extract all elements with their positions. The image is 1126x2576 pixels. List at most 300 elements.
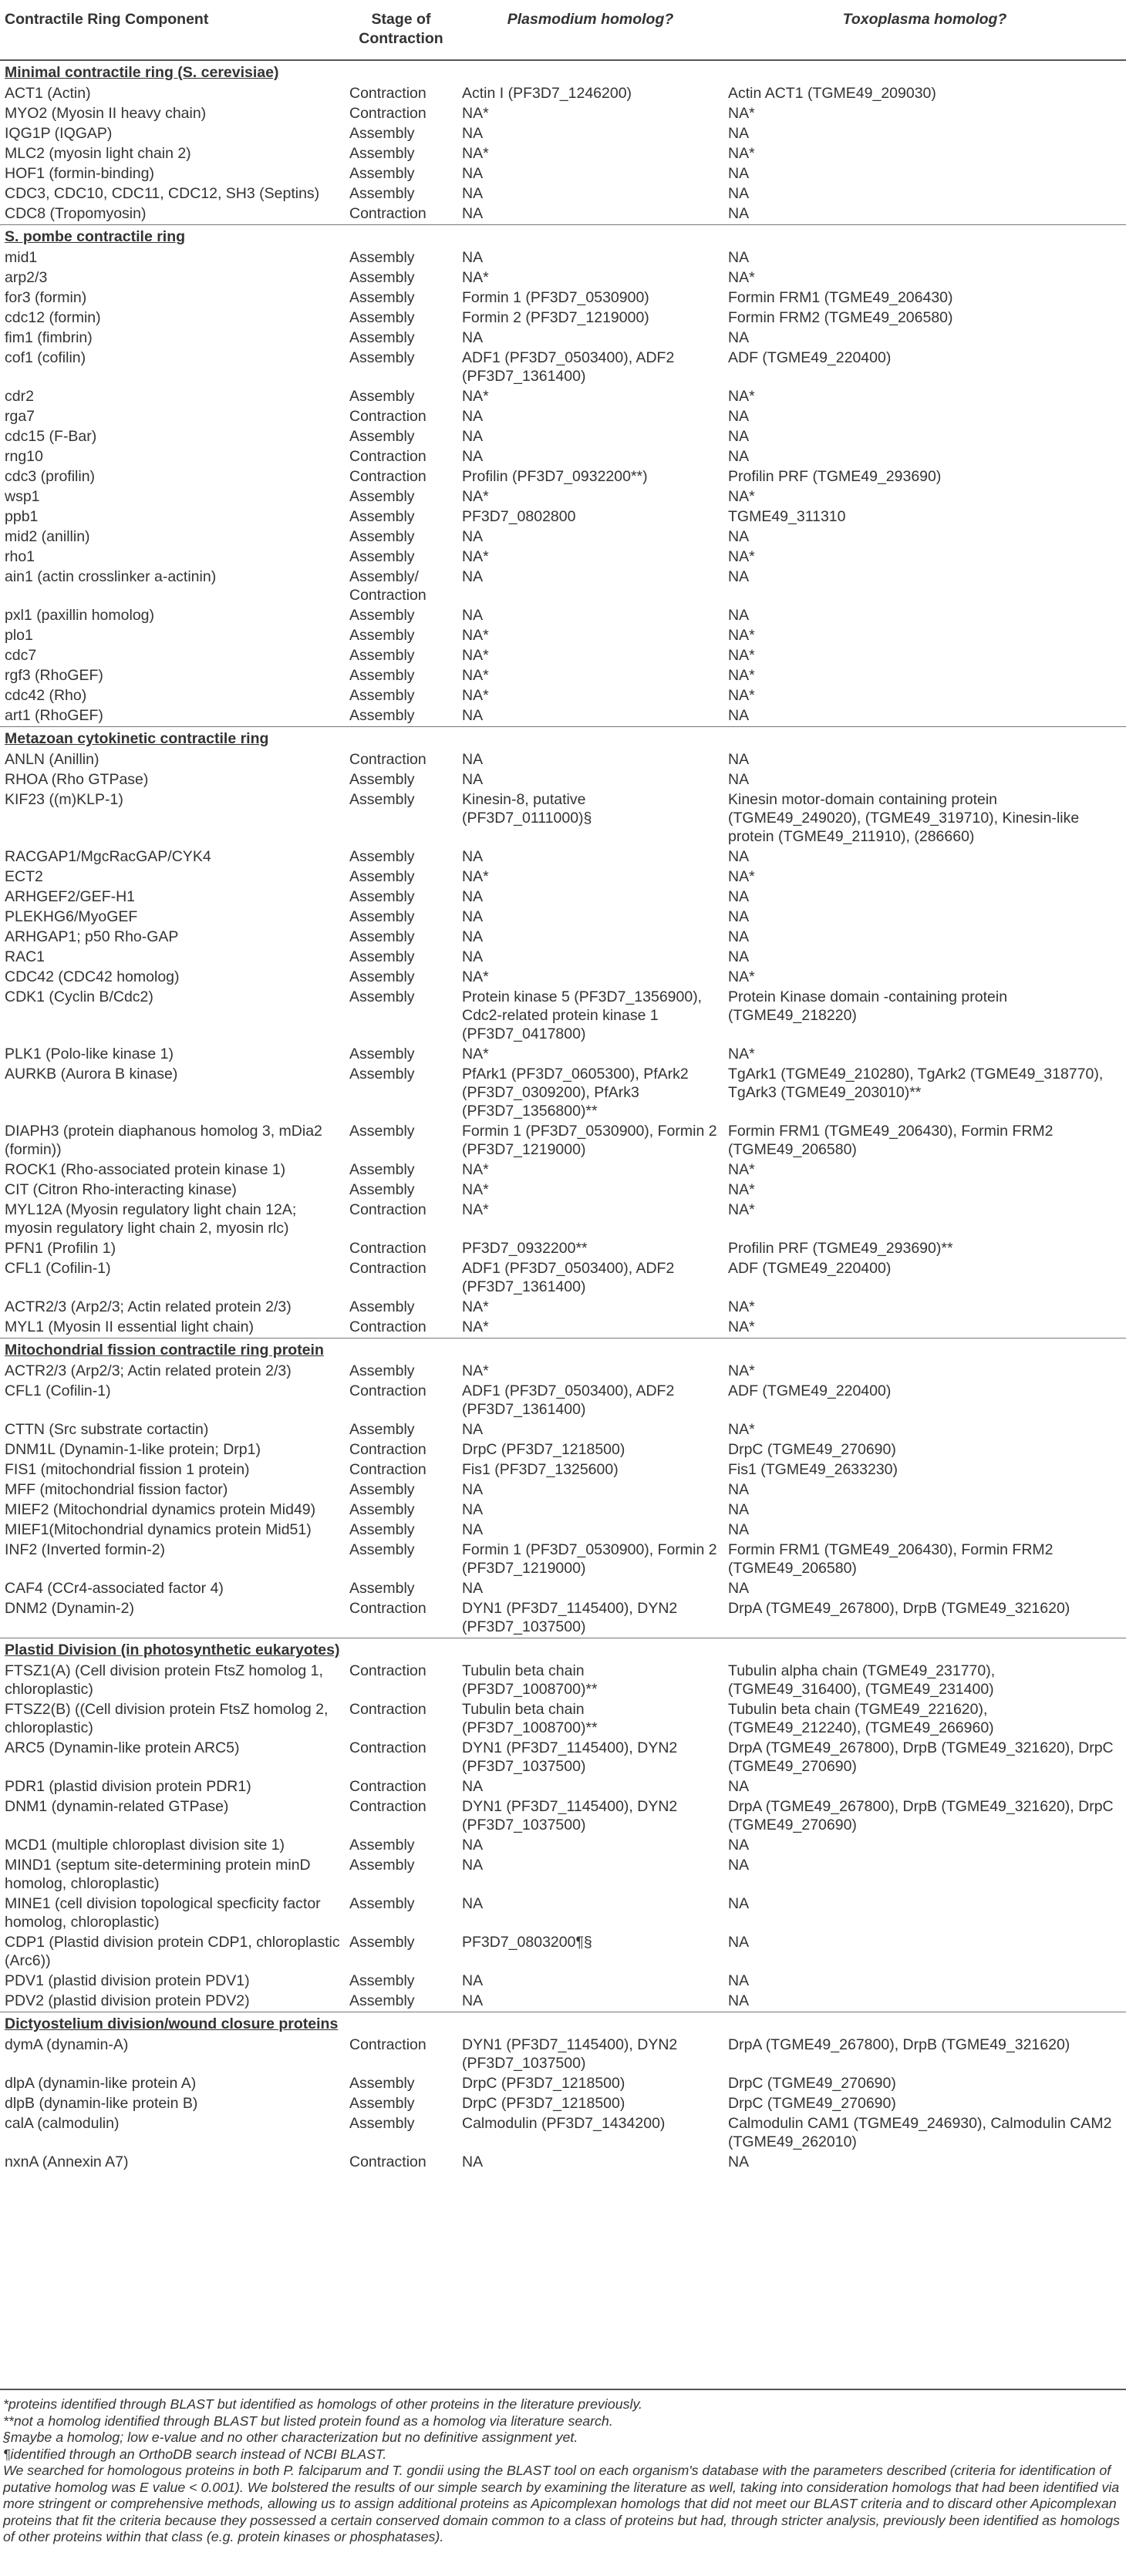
table-row bbox=[0, 790, 1126, 847]
cell-stage: Assembly bbox=[349, 1857, 415, 1874]
table-row bbox=[0, 847, 1126, 867]
table-row bbox=[0, 770, 1126, 790]
cell-stage: Assembly bbox=[349, 868, 415, 885]
cell-plasmodium-homolog: NA* bbox=[462, 868, 489, 885]
cell-plasmodium-homolog: NA bbox=[462, 771, 484, 788]
cell-stage: Assembly bbox=[349, 1521, 415, 1538]
cell-plasmodium-homolog: Tubulin beta chain (PF3D7_1008700)** bbox=[462, 1662, 598, 1698]
cell-component: rgf3 (RhoGEF) bbox=[5, 667, 103, 684]
cell-plasmodium-homolog: NA bbox=[462, 249, 484, 266]
cell-toxoplasma-homolog: NA* bbox=[728, 868, 755, 885]
cell-plasmodium-homolog: NA* bbox=[462, 687, 489, 704]
table-row bbox=[0, 1520, 1126, 1541]
cell-toxoplasma-homolog: NA* bbox=[728, 667, 755, 684]
cell-stage: Assembly bbox=[349, 508, 415, 525]
cell-component: MFF (mitochondrial fission factor) bbox=[5, 1481, 228, 1498]
cell-toxoplasma-homolog: Fis1 (TGME49_2633230) bbox=[728, 1461, 898, 1478]
cell-component: dymA (dynamin-A) bbox=[5, 2036, 129, 2053]
cell-component: ARC5 (Dynamin-like protein ARC5) bbox=[5, 1739, 240, 1756]
cell-toxoplasma-homolog: Kinesin motor-domain containing protein (TGME49_249020), (TGME49_319710), Kinesin-like protein (TGME49_211910), (286660) bbox=[728, 791, 1080, 845]
cell-component: cdc7 bbox=[5, 647, 37, 664]
cell-component: ARHGAP1; p50 Rho-GAP bbox=[5, 928, 179, 945]
cell-plasmodium-homolog: NA* bbox=[462, 1046, 489, 1062]
table-row bbox=[0, 1662, 1126, 1700]
cell-toxoplasma-homolog: NA bbox=[728, 1895, 750, 1912]
cell-toxoplasma-homolog: NA* bbox=[728, 388, 755, 405]
cell-component: rng10 bbox=[5, 448, 43, 465]
cell-component: CDK1 (Cyclin B/Cdc2) bbox=[5, 988, 153, 1005]
cell-stage: Assembly bbox=[349, 687, 415, 704]
cell-stage: Assembly bbox=[349, 289, 415, 306]
cell-stage: Assembly bbox=[349, 309, 415, 326]
cell-toxoplasma-homolog: NA bbox=[728, 568, 750, 585]
cell-toxoplasma-homolog: Tubulin alpha chain (TGME49_231770), (TGME49_316400), (TGME49_231400) bbox=[728, 1662, 996, 1698]
cell-component: rho1 bbox=[5, 548, 35, 565]
cell-toxoplasma-homolog: DrpA (TGME49_267800), DrpB (TGME49_321620) bbox=[728, 2036, 1070, 2053]
cell-plasmodium-homolog: ADF1 (PF3D7_0503400), ADF2 (PF3D7_1361400) bbox=[462, 1382, 675, 1418]
table-row bbox=[0, 1298, 1126, 1318]
cell-plasmodium-homolog: NA bbox=[462, 948, 484, 965]
cell-stage: Contraction bbox=[349, 105, 426, 122]
table-row bbox=[0, 104, 1126, 124]
section-header-row bbox=[0, 225, 1126, 249]
cell-toxoplasma-homolog: ADF (TGME49_220400) bbox=[728, 349, 892, 366]
table-row bbox=[0, 1500, 1126, 1520]
table-body bbox=[0, 60, 1126, 2173]
cell-toxoplasma-homolog: NA bbox=[728, 1481, 750, 1498]
cell-plasmodium-homolog: Protein kinase 5 (PF3D7_1356900), Cdc2-related protein kinase 1 (PF3D7_0417800) bbox=[462, 988, 703, 1042]
cell-stage: Contraction bbox=[349, 1600, 426, 1617]
cell-plasmodium-homolog: Formin 1 (PF3D7_0530900) bbox=[462, 289, 649, 306]
table-row bbox=[0, 268, 1126, 288]
cell-component: KIF23 ((m)KLP-1) bbox=[5, 791, 123, 808]
table-row bbox=[0, 626, 1126, 646]
section-title: Dictyostelium division/wound closure proteins bbox=[0, 2012, 457, 2036]
cell-plasmodium-homolog: NA* bbox=[462, 388, 489, 405]
cell-toxoplasma-homolog: NA* bbox=[728, 488, 755, 505]
cell-plasmodium-homolog: NA* bbox=[462, 1161, 489, 1178]
cell-toxoplasma-homolog: Formin FRM1 (TGME49_206430), Formin FRM2 (TGME49_206580) bbox=[728, 1123, 1054, 1158]
cell-toxoplasma-homolog: NA* bbox=[728, 1201, 755, 1218]
cell-stage: Contraction bbox=[349, 468, 426, 485]
table-row bbox=[0, 427, 1126, 447]
cell-toxoplasma-homolog: Formin FRM1 (TGME49_206430), Formin FRM2 (TGME49_206580) bbox=[728, 1541, 1054, 1577]
cell-toxoplasma-homolog: DrpA (TGME49_267800), DrpB (TGME49_321620), DrpC (TGME49_270690) bbox=[728, 1798, 1114, 1834]
cell-plasmodium-homolog: PF3D7_0932200** bbox=[462, 1240, 588, 1257]
cell-toxoplasma-homolog: TgArk1 (TGME49_210280), TgArk2 (TGME49_318770), TgArk3 (TGME49_203010)** bbox=[728, 1066, 1104, 1101]
cell-plasmodium-homolog: NA* bbox=[462, 968, 489, 985]
cell-plasmodium-homolog: NA bbox=[462, 1972, 484, 1989]
cell-component: MIEF2 (Mitochondrial dynamics protein Mid49) bbox=[5, 1501, 316, 1518]
cell-stage: Assembly bbox=[349, 1580, 415, 1597]
cell-plasmodium-homolog: NA bbox=[462, 408, 484, 425]
table-row bbox=[0, 407, 1126, 427]
cell-stage: Assembly bbox=[349, 607, 415, 624]
cell-toxoplasma-homolog: TGME49_311310 bbox=[728, 508, 846, 525]
cell-plasmodium-homolog: NA* bbox=[462, 269, 489, 286]
cell-toxoplasma-homolog: Formin FRM2 (TGME49_206580) bbox=[728, 309, 953, 326]
cell-toxoplasma-homolog: NA* bbox=[728, 1046, 755, 1062]
cell-toxoplasma-homolog: NA* bbox=[728, 627, 755, 644]
cell-toxoplasma-homolog: Actin ACT1 (TGME49_209030) bbox=[728, 85, 936, 102]
cell-plasmodium-homolog: NA* bbox=[462, 647, 489, 664]
cell-toxoplasma-homolog: DrpA (TGME49_267800), DrpB (TGME49_321620), DrpC (TGME49_270690) bbox=[728, 1739, 1114, 1775]
cell-component: HOF1 (formin-binding) bbox=[5, 165, 154, 182]
cell-toxoplasma-homolog: ADF (TGME49_220400) bbox=[728, 1260, 892, 1277]
cell-stage: Assembly bbox=[349, 2115, 415, 2132]
cell-component: art1 (RhoGEF) bbox=[5, 707, 103, 724]
cell-plasmodium-homolog: NA bbox=[462, 1481, 484, 1498]
cell-component: pxl1 (paxillin homolog) bbox=[5, 607, 155, 624]
cell-plasmodium-homolog: NA* bbox=[462, 1201, 489, 1218]
cell-component: cdr2 bbox=[5, 388, 34, 405]
cell-component: DIAPH3 (protein diaphanous homolog 3, mDia2 (formin)) bbox=[5, 1123, 322, 1158]
table-row bbox=[0, 1065, 1126, 1122]
cell-plasmodium-homolog: NA bbox=[462, 928, 484, 945]
cell-stage: Assembly bbox=[349, 269, 415, 286]
cell-component: PFN1 (Profilin 1) bbox=[5, 1240, 116, 1257]
cell-stage: Contraction bbox=[349, 448, 426, 465]
cell-plasmodium-homolog: NA bbox=[462, 908, 484, 925]
cell-toxoplasma-homolog: NA bbox=[728, 165, 750, 182]
table-row bbox=[0, 1180, 1126, 1200]
cell-toxoplasma-homolog: NA bbox=[728, 1934, 750, 1951]
cell-toxoplasma-homolog: NA* bbox=[728, 1181, 755, 1198]
cell-toxoplasma-homolog: NA bbox=[728, 751, 750, 768]
cell-component: wsp1 bbox=[5, 488, 40, 505]
cell-plasmodium-homolog: Actin I (PF3D7_1246200) bbox=[462, 85, 632, 102]
table-row bbox=[0, 606, 1126, 626]
table-row bbox=[0, 349, 1126, 387]
table-row bbox=[0, 867, 1126, 887]
cell-toxoplasma-homolog: NA bbox=[728, 1972, 750, 1989]
cell-toxoplasma-homolog: NA* bbox=[728, 1362, 755, 1379]
cell-component: ACTR2/3 (Arp2/3; Actin related protein 2/3) bbox=[5, 1298, 292, 1315]
cell-plasmodium-homolog: PF3D7_0803200¶§ bbox=[462, 1934, 592, 1951]
section-title: S. pombe contractile ring bbox=[0, 225, 457, 249]
cell-plasmodium-homolog: Kinesin-8, putative (PF3D7_0111000)§ bbox=[462, 791, 592, 827]
cell-component: cof1 (cofilin) bbox=[5, 349, 86, 366]
cell-component: MINE1 (cell division topological specficity factor homolog, chloroplastic) bbox=[5, 1895, 321, 1931]
cell-toxoplasma-homolog: DrpC (TGME49_270690) bbox=[728, 2095, 896, 2112]
cell-toxoplasma-homolog: NA bbox=[728, 249, 750, 266]
cell-plasmodium-homolog: NA bbox=[462, 1895, 484, 1912]
cell-stage: Contraction bbox=[349, 1662, 426, 1679]
cell-toxoplasma-homolog: NA bbox=[728, 771, 750, 788]
table-row bbox=[0, 686, 1126, 706]
cell-stage: Assembly bbox=[349, 1046, 415, 1062]
table-row bbox=[0, 1836, 1126, 1856]
cell-plasmodium-homolog: NA bbox=[462, 568, 484, 585]
cell-plasmodium-homolog: NA bbox=[462, 428, 484, 445]
table-row bbox=[0, 2153, 1126, 2173]
cell-plasmodium-homolog: NA bbox=[462, 165, 484, 182]
table-row bbox=[0, 447, 1126, 467]
section-title-spacer bbox=[457, 727, 1126, 751]
cell-component: CTTN (Src substrate cortactin) bbox=[5, 1421, 209, 1438]
cell-plasmodium-homolog: NA bbox=[462, 1857, 484, 1874]
cell-stage: Contraction bbox=[349, 1701, 426, 1718]
cell-component: calA (calmodulin) bbox=[5, 2115, 120, 2132]
cell-toxoplasma-homolog: NA bbox=[728, 848, 750, 865]
cell-component: rga7 bbox=[5, 408, 35, 425]
cell-component: MIEF1(Mitochondrial dynamics protein Mid51) bbox=[5, 1521, 312, 1538]
footnote-1: *proteins identified through BLAST but identified as homologs of other proteins in the literature previously. bbox=[3, 2396, 642, 2412]
cell-plasmodium-homolog: NA bbox=[462, 2153, 484, 2170]
table-row bbox=[0, 666, 1126, 686]
cell-component: dlpB (dynamin-like protein B) bbox=[5, 2095, 198, 2112]
cell-component: fim1 (fimbrin) bbox=[5, 329, 93, 346]
cell-stage: Contraction bbox=[349, 1382, 426, 1399]
footnote-methods: We searched for homologous proteins in both P. falciparum and T. gondii using the BLAST tool on each organism's database with the parameters described (criteria for identification of putative homolog was E value < 0.001). We bolstered the results of our simple search by examining the literature as well, taking into consideration homologs that had been identified via more stringent or comprehensive methods, allowing us to assign additional proteins as Apicomplexan homologs that did not meet our BLAST criteria and to discard other Apicomplexan proteins that fit the criteria because they possessed a certain conserved domain common to a class of proteins but had, through stricter analysis, previously been identified as homologs of other proteins within that class (e.g. protein kinases or phosphatases). bbox=[3, 2463, 1120, 2544]
cell-stage: Assembly bbox=[349, 1895, 415, 1912]
cell-plasmodium-homolog: Formin 2 (PF3D7_1219000) bbox=[462, 309, 649, 326]
section-title-spacer bbox=[457, 1339, 1126, 1362]
cell-component: DNM1 (dynamin-related GTPase) bbox=[5, 1798, 229, 1815]
cell-component: PDR1 (plastid division protein PDR1) bbox=[5, 1778, 251, 1795]
cell-component: CFL1 (Cofilin-1) bbox=[5, 1382, 111, 1399]
section-header-row bbox=[0, 60, 1126, 84]
cell-stage: Assembly bbox=[349, 1481, 415, 1498]
cell-component: mid1 bbox=[5, 249, 38, 266]
cell-toxoplasma-homolog: Formin FRM1 (TGME49_206430) bbox=[728, 289, 953, 306]
cell-stage: Assembly bbox=[349, 1298, 415, 1315]
cell-component: ECT2 bbox=[5, 868, 43, 885]
cell-stage: Contraction bbox=[349, 1240, 426, 1257]
section-title-spacer bbox=[457, 225, 1126, 249]
cell-toxoplasma-homolog: NA bbox=[728, 948, 750, 965]
cell-plasmodium-homolog: NA bbox=[462, 1421, 484, 1438]
footnote-3: §maybe a homolog; low e-value and no other characterization but no definitive assignment yet. bbox=[3, 2430, 578, 2445]
table-row bbox=[0, 1797, 1126, 1836]
cell-stage: Assembly bbox=[349, 1362, 415, 1379]
table-row bbox=[0, 1239, 1126, 1259]
cell-plasmodium-homolog: DYN1 (PF3D7_1145400), DYN2 (PF3D7_1037500) bbox=[462, 1798, 678, 1834]
cell-stage: Contraction bbox=[349, 2036, 426, 2053]
cell-toxoplasma-homolog: NA* bbox=[728, 548, 755, 565]
cell-stage: Contraction bbox=[349, 751, 426, 768]
table-row bbox=[0, 1777, 1126, 1797]
header-plasmodium: Plasmodium homolog? bbox=[457, 0, 723, 60]
table-row bbox=[0, 204, 1126, 225]
cell-plasmodium-homolog: NA* bbox=[462, 1298, 489, 1315]
cell-toxoplasma-homolog: NA* bbox=[728, 1298, 755, 1315]
cell-stage: Assembly bbox=[349, 528, 415, 545]
cell-stage: Assembly bbox=[349, 185, 415, 202]
table-row bbox=[0, 328, 1126, 349]
cell-stage: Assembly bbox=[349, 2075, 415, 2092]
cell-component: CDC42 (CDC42 homolog) bbox=[5, 968, 180, 985]
section-title: Metazoan cytokinetic contractile ring bbox=[0, 727, 457, 751]
cell-component: cdc12 (formin) bbox=[5, 309, 101, 326]
cell-component: ANLN (Anillin) bbox=[5, 751, 99, 768]
cell-stage: Assembly bbox=[349, 1837, 415, 1854]
cell-plasmodium-homolog: DYN1 (PF3D7_1145400), DYN2 (PF3D7_1037500) bbox=[462, 2036, 678, 2072]
cell-toxoplasma-homolog: DrpC (TGME49_270690) bbox=[728, 2075, 896, 2092]
section-title-spacer bbox=[457, 2012, 1126, 2036]
cell-toxoplasma-homolog: Profilin PRF (TGME49_293690) bbox=[728, 468, 942, 485]
cell-component: mid2 (anillin) bbox=[5, 528, 90, 545]
table-row bbox=[0, 567, 1126, 606]
header-stage: Stage of Contraction bbox=[345, 0, 457, 60]
cell-component: plo1 bbox=[5, 627, 33, 644]
section-header-row bbox=[0, 2012, 1126, 2036]
cell-component: nxnA (Annexin A7) bbox=[5, 2153, 129, 2170]
table-row bbox=[0, 308, 1126, 328]
table-row bbox=[0, 968, 1126, 988]
table-row bbox=[0, 527, 1126, 547]
cell-toxoplasma-homolog: NA bbox=[728, 1837, 750, 1854]
cell-plasmodium-homolog: NA bbox=[462, 607, 484, 624]
cell-component: CAF4 (CCr4-associated factor 4) bbox=[5, 1580, 224, 1597]
table-row bbox=[0, 1362, 1126, 1382]
table-row bbox=[0, 1541, 1126, 1579]
cell-component: DNM2 (Dynamin-2) bbox=[5, 1600, 134, 1617]
table-row bbox=[0, 1200, 1126, 1239]
cell-plasmodium-homolog: Tubulin beta chain (PF3D7_1008700)** bbox=[462, 1701, 598, 1736]
cell-plasmodium-homolog: NA* bbox=[462, 1181, 489, 1198]
cell-plasmodium-homolog: NA bbox=[462, 707, 484, 724]
table-row bbox=[0, 1894, 1126, 1933]
cell-stage: Contraction bbox=[349, 1441, 426, 1458]
cell-toxoplasma-homolog: NA bbox=[728, 185, 750, 202]
cell-toxoplasma-homolog: NA bbox=[728, 125, 750, 142]
cell-plasmodium-homolog: NA bbox=[462, 1837, 484, 1854]
cell-toxoplasma-homolog: NA bbox=[728, 607, 750, 624]
cell-toxoplasma-homolog: NA bbox=[728, 928, 750, 945]
footnote-4: ¶identified through an OrthoDB search instead of NCBI BLAST. bbox=[3, 2446, 387, 2462]
cell-stage: Assembly bbox=[349, 948, 415, 965]
table-row bbox=[0, 1933, 1126, 1972]
cell-component: DNM1L (Dynamin-1-like protein; Drp1) bbox=[5, 1441, 261, 1458]
cell-stage: Assembly bbox=[349, 349, 415, 366]
cell-stage: Assembly bbox=[349, 165, 415, 182]
cell-toxoplasma-homolog: NA* bbox=[728, 647, 755, 664]
cell-plasmodium-homolog: NA* bbox=[462, 1362, 489, 1379]
cell-stage: Assembly/ Contraction bbox=[349, 568, 426, 604]
cell-plasmodium-homolog: NA bbox=[462, 1992, 484, 2009]
cell-stage: Assembly bbox=[349, 667, 415, 684]
cell-stage: Contraction bbox=[349, 408, 426, 425]
cell-stage: Assembly bbox=[349, 388, 415, 405]
cell-plasmodium-homolog: NA bbox=[462, 751, 484, 768]
cell-component: cdc15 (F-Bar) bbox=[5, 428, 97, 445]
table-row bbox=[0, 1045, 1126, 1065]
cell-stage: Assembly bbox=[349, 1123, 415, 1140]
cell-plasmodium-homolog: NA* bbox=[462, 145, 489, 162]
section-title: Mitochondrial fission contractile ring protein bbox=[0, 1339, 457, 1362]
table-row bbox=[0, 887, 1126, 907]
cell-stage: Assembly bbox=[349, 1501, 415, 1518]
cell-stage: Assembly bbox=[349, 848, 415, 865]
cell-stage: Assembly bbox=[349, 1421, 415, 1438]
cell-component: PLK1 (Polo-like kinase 1) bbox=[5, 1046, 174, 1062]
cell-plasmodium-homolog: DrpC (PF3D7_1218500) bbox=[462, 2075, 625, 2092]
cell-plasmodium-homolog: DYN1 (PF3D7_1145400), DYN2 (PF3D7_1037500) bbox=[462, 1739, 678, 1775]
cell-stage: Assembly bbox=[349, 329, 415, 346]
cell-component: for3 (formin) bbox=[5, 289, 87, 306]
cell-toxoplasma-homolog: NA bbox=[728, 1857, 750, 1874]
cell-toxoplasma-homolog: NA bbox=[728, 2153, 750, 2170]
cell-plasmodium-homolog: NA bbox=[462, 888, 484, 905]
cell-stage: Assembly bbox=[349, 1541, 415, 1558]
table-row bbox=[0, 164, 1126, 184]
table-row bbox=[0, 1856, 1126, 1894]
table-row bbox=[0, 2094, 1126, 2114]
section-title: Minimal contractile ring (S. cerevisiae) bbox=[5, 64, 279, 81]
cell-component: ROCK1 (Rho-associated protein kinase 1) bbox=[5, 1161, 286, 1178]
cell-toxoplasma-homolog: NA bbox=[728, 1521, 750, 1538]
cell-toxoplasma-homolog: NA* bbox=[728, 105, 755, 122]
cell-toxoplasma-homolog: Protein Kinase domain -containing protein (TGME49_218220) bbox=[728, 988, 1008, 1024]
cell-toxoplasma-homolog: NA bbox=[728, 1992, 750, 2009]
table-row bbox=[0, 928, 1126, 948]
table-header-row bbox=[0, 0, 1126, 60]
table-row bbox=[0, 948, 1126, 968]
section-header-row bbox=[0, 727, 1126, 751]
cell-toxoplasma-homolog: NA bbox=[728, 428, 750, 445]
cell-plasmodium-homolog: PfArk1 (PF3D7_0605300), PfArk2 (PF3D7_0309200), PfArk3 (PF3D7_1356800)** bbox=[462, 1066, 689, 1120]
cell-stage: Assembly bbox=[349, 2095, 415, 2112]
table-row bbox=[0, 387, 1126, 407]
cell-stage: Assembly bbox=[349, 707, 415, 724]
cell-plasmodium-homolog: NA bbox=[462, 329, 484, 346]
cell-component: MYO2 (Myosin II heavy chain) bbox=[5, 105, 207, 122]
table-row bbox=[0, 487, 1126, 507]
cell-stage: Contraction bbox=[349, 1798, 426, 1815]
cell-component: MLC2 (myosin light chain 2) bbox=[5, 145, 191, 162]
cell-plasmodium-homolog: DrpC (PF3D7_1218500) bbox=[462, 1441, 625, 1458]
footnote-2: **not a homolog identified through BLAST but listed protein found as a homolog via literature search. bbox=[3, 2413, 613, 2429]
header-component: Contractile Ring Component bbox=[0, 0, 345, 60]
cell-component: cdc42 (Rho) bbox=[5, 687, 87, 704]
table-row bbox=[0, 1739, 1126, 1777]
cell-stage: Assembly bbox=[349, 145, 415, 162]
section-title: Plastid Division (in photosynthetic eukaryotes) bbox=[0, 1638, 457, 1662]
table-row bbox=[0, 1440, 1126, 1460]
cell-toxoplasma-homolog: DrpA (TGME49_267800), DrpB (TGME49_321620) bbox=[728, 1600, 1070, 1617]
section-title-spacer bbox=[457, 1638, 1126, 1662]
cell-stage: Contraction bbox=[349, 2153, 426, 2170]
cell-stage: Assembly bbox=[349, 1161, 415, 1178]
cell-stage: Assembly bbox=[349, 908, 415, 925]
cell-component: dlpA (dynamin-like protein A) bbox=[5, 2075, 197, 2092]
cell-toxoplasma-homolog: NA* bbox=[728, 687, 755, 704]
table-row bbox=[0, 467, 1126, 487]
cell-toxoplasma-homolog: NA bbox=[728, 205, 750, 222]
table-row bbox=[0, 1122, 1126, 1160]
table-row bbox=[0, 1700, 1126, 1739]
cell-stage: Contraction bbox=[349, 1318, 426, 1335]
table-row bbox=[0, 1480, 1126, 1500]
cell-stage: Assembly bbox=[349, 1934, 415, 1951]
cell-plasmodium-homolog: ADF1 (PF3D7_0503400), ADF2 (PF3D7_1361400) bbox=[462, 349, 675, 385]
cell-toxoplasma-homolog: NA* bbox=[728, 1421, 755, 1438]
cell-toxoplasma-homolog: NA bbox=[728, 1580, 750, 1597]
table-row bbox=[0, 144, 1126, 164]
cell-stage: Assembly bbox=[349, 1181, 415, 1198]
cell-component: PLEKHG6/MyoGEF bbox=[5, 908, 138, 925]
cell-stage: Assembly bbox=[349, 125, 415, 142]
table-row bbox=[0, 248, 1126, 268]
cell-component: FTSZ1(A) (Cell division protein FtsZ homolog 1, chloroplastic) bbox=[5, 1662, 323, 1698]
cell-plasmodium-homolog: NA bbox=[462, 1521, 484, 1538]
cell-plasmodium-homolog: NA* bbox=[462, 627, 489, 644]
table-row bbox=[0, 1579, 1126, 1599]
cell-plasmodium-homolog: NA* bbox=[462, 488, 489, 505]
cell-plasmodium-homolog: Profilin (PF3D7_0932200**) bbox=[462, 468, 648, 485]
cell-plasmodium-homolog: NA bbox=[462, 1501, 484, 1518]
